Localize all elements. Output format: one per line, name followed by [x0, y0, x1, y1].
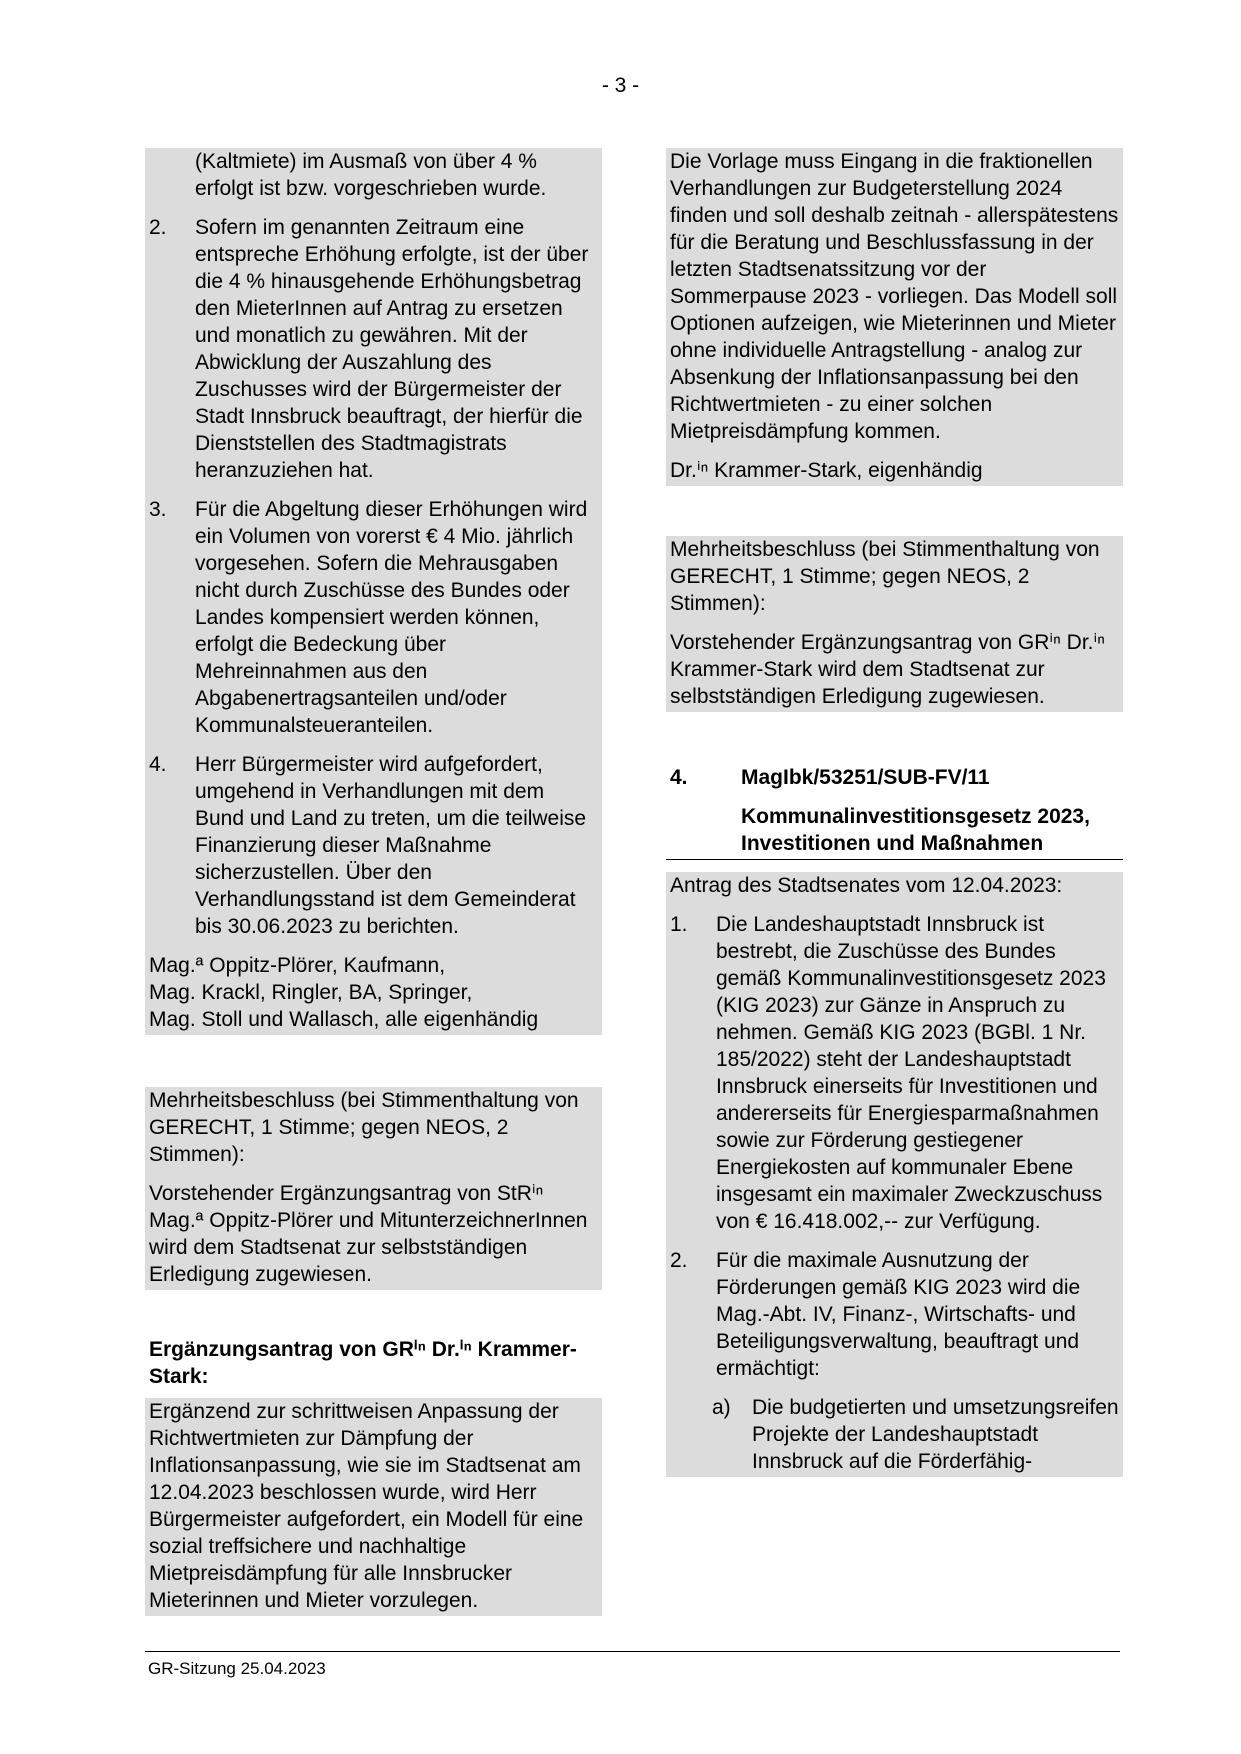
motion-text: Ergänzend zur schrittweisen Anpassung der Richtwertmieten zur Dämpfung der Inflationsanpassung, wie sie im Stadtsenat am 12.04.2023 beschlossen wurde, wird Herr Bürgermeister aufgefordert, ein Modell für eine sozial treffsichere und nachhaltige Mietpreisdämpfung für alle Innsbrucker Mieterinnen und Mieter vorzulegen. — [149, 1400, 584, 1612]
agenda-item-header — [666, 764, 1123, 791]
motion-heading: Ergänzungsantrag von GRⁱⁿ Dr.ⁱⁿ Krammer-Stark: — [149, 1338, 577, 1388]
list-item: 1. Die Landeshauptstadt Innsbruck ist bestrebt, die Zuschüsse des Bundes gemäß Kommunalinvestitionsgesetz 2023 (KIG 2023) zur Gänze in Anspruch zu nehmen. Gemäß KIG 2023 (BGBl. 1 Nr. 185/2022) steht der Landeshauptstadt Innsbruck einerseits für Investitionen und andererseits für Energiesparmaßnahmen sowie zur Förderung gestiegener Energiekosten auf kommunaler Ebene insgesamt ein maximaler Zweckzuschuss von € 16.418.002,-- zur Verfügung. — [670, 913, 1106, 1233]
agenda-item-reference: MagIbk/53251/SUB-FV/11 — [741, 766, 990, 789]
left-column — [145, 148, 602, 1616]
resolution-heading: Mehrheitsbeschluss (bei Stimmenthaltung von GERECHT, 1 Stimme; gegen NEOS, 2 Stimmen): — [670, 538, 1100, 615]
sub-list-item: a) Die budgetierten und umsetzungsreifen Projekte der Landeshauptstadt Innsbruck auf die Förderfähig- — [712, 1396, 1119, 1473]
motion-continuation: Die Vorlage muss Eingang in die fraktionellen Verhandlungen zur Budgeterstellung 2024 finden und soll deshalb zeitnah - allerspätestens für die Beratung und Beschlussfassung in der letzten Stadtsenatssitzung vor der Sommerpause 2023 - vorliegen. Das Modell soll Optionen aufzeigen, wie Mieterinnen und Mieter ohne individuelle Antragstellung - analog zur Absenkung der Inflationsanpassung bei den Richtwertmieten - zu einer solchen Mietpreisdämpfung kommen. — [670, 150, 1119, 443]
resolution-block — [666, 536, 1123, 712]
motion-list-block — [145, 148, 602, 1035]
list-item: 3. Für die Abgeltung dieser Erhöhungen wird ein Volumen von vorerst € 4 Mio. jährlich vorgesehen. Sofern die Mehrausgaben nicht durch Zuschüsse des Bundes oder Landes kompensiert werden können, erfolgt die Bedeckung über Mehreinnahmen aus den Abgabenertragsanteilen und/oder Kommunalsteueranteilen. — [149, 498, 588, 737]
antrag-block — [666, 872, 1123, 1477]
page-number: - 3 - — [601, 74, 640, 97]
signatories: Mag.ª Oppitz-Plörer, Kaufmann, Mag. Krackl, Ringler, BA, Springer, Mag. Stoll und Wallasch, alle eigenhändig — [149, 954, 539, 1031]
antrag-intro: Antrag des Stadtsenates vom 12.04.2023: — [670, 874, 1063, 897]
resolution-block — [145, 1087, 602, 1290]
motion-text-block — [145, 1398, 602, 1616]
footer: GR-Sitzung 25.04.2023 — [148, 1659, 326, 1678]
list-item: 4. Herr Bürgermeister wird aufgefordert, umgehend in Verhandlungen mit dem Bund und Land zu treten, um die teilweise Finanzierung dieser Maßnahme sicherzustellen. Über den Verhandlungsstand ist dem Gemeinderat bis 30.06.2023 zu berichten. — [149, 753, 587, 938]
agenda-item-title: Kommunalinvestitionsgesetz 2023, Investitionen und Maßnahmen — [666, 803, 1123, 860]
resolution-text: Vorstehender Ergänzungsantrag von StRⁱⁿ Mag.ª Oppitz-Plörer und MitunterzeichnerInnen wird dem Stadtsenat zur selbstständigen Erledigung zugewiesen. — [149, 1182, 588, 1286]
motion-cont-block — [666, 148, 1123, 486]
resolution-text: Vorstehender Ergänzungsantrag von GRⁱⁿ Dr.ⁱⁿ Krammer-Stark wird dem Stadtsenat zur selbstständigen Erledigung zugewiesen. — [670, 631, 1105, 708]
resolution-heading: Mehrheitsbeschluss (bei Stimmenthaltung von GERECHT, 1 Stimme; gegen NEOS, 2 Stimmen): — [149, 1089, 579, 1166]
footer-divider — [145, 1651, 1120, 1652]
list-item: 2. Sofern im genannten Zeitraum eine entspreche Erhöhung erfolgte, ist der über die 4 % hinausgehende Erhöhungsbetrag den MieterInnen auf Antrag zu ersetzen und monatlich zu gewähren. Mit der Abwicklung der Auszahlung des Zuschusses wird der Bürgermeister der Stadt Innsbruck beauftragt, der hierfür die Dienststellen des Stadtmagistrats heranzuziehen hat. — [149, 216, 589, 482]
right-column — [666, 148, 1123, 1477]
agenda-item-number: 4. — [670, 766, 688, 789]
signature: Dr.ⁱⁿ Krammer-Stark, eigenhändig — [670, 459, 983, 482]
list-item: 2. Für die maximale Ausnutzung der Förderungen gemäß KIG 2023 wird die Mag.-Abt. IV, Finanz-, Wirtschafts- und Beteiligungsverwaltung, beauftragt und ermächtigt: — [670, 1249, 1081, 1380]
list-continuation: (Kaltmiete) im Ausmaß von über 4 % erfolgt ist bzw. vorgeschrieben wurde. — [195, 150, 547, 200]
